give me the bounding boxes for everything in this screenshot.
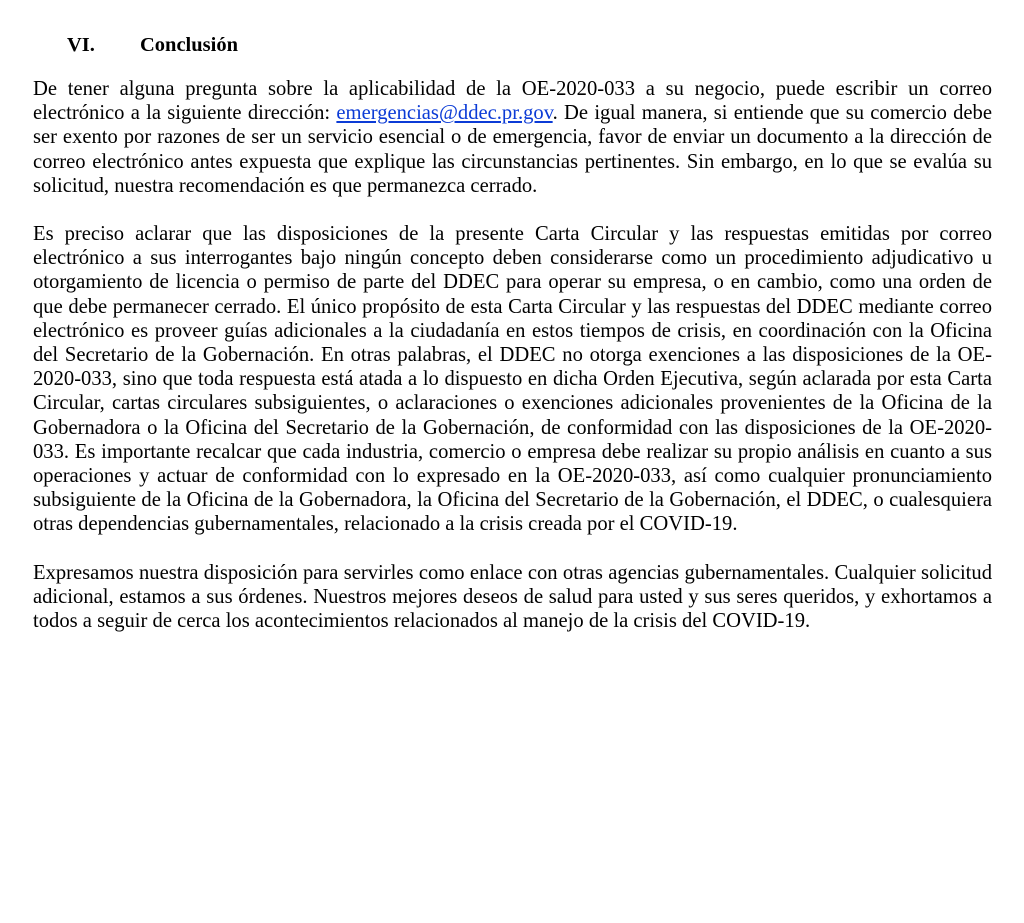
paragraph-contact	[33, 77, 992, 198]
paragraph-contact-text-before: De tener alguna pregunta sobre la aplicabilidad de la OE-2020-033 a su negocio, puede escribir un correo electrónico a la siguiente dirección:	[33, 78, 992, 125]
section-number: VI.	[67, 34, 95, 56]
paragraph-clarification: Es preciso aclarar que las disposiciones de la presente Carta Circular y las respuestas emitidas por correo electrónico a sus interrogantes bajo ningún concepto deben considerarse como un procedimiento adjudicativo u otorgamiento de licencia o permiso de parte del DDEC para operar su empresa, o en cambio, como una orden de que debe permanecer cerrado. El único propósito de esta Carta Circular y las respuestas del DDEC mediante correo electrónico es proveer guías adicionales a la ciudadanía en estos tiempos de crisis, en coordinación con la Oficina del Secretario de la Gobernación. En otras palabras, el DDEC no otorga exenciones a las disposiciones de la OE-2020-033, sino que toda respuesta está atada a lo dispuesto en dicha Orden Ejecutiva, según aclarada por esta Carta Circular, cartas circulares subsiguientes, o aclaraciones o exenciones adicionales provenientes de la Oficina de la Gobernadora o la Oficina del Secretario de la Gobernación, de conformidad con las disposiciones de la OE-2020-033. Es importante recalcar que cada industria, comercio o empresa debe realizar su propio análisis en cuanto a sus operaciones y actuar de conformidad con lo expresado en la OE-2020-033, así como cualquier pronunciamiento subsiguiente de la Oficina de la Gobernadora, la Oficina del Secretario de la Gobernación, el DDEC, o cualesquiera otras dependencias gubernamentales, relacionado a la crisis creada por el COVID-19.	[33, 223, 992, 536]
paragraph-closing: Expresamos nuestra disposición para servirles como enlace con otras agencias gubernamentales. Cualquier solicitud adicional, estamos a sus órdenes. Nuestros mejores deseos de salud para usted y sus seres queridos, y exhortamos a todos a seguir de cerca los acontecimientos relacionados al manejo de la crisis del COVID-19.	[33, 561, 992, 633]
email-link[interactable]: emergencias@ddec.pr.gov	[336, 102, 553, 125]
section-heading	[33, 31, 992, 59]
section-title: Conclusión	[140, 34, 238, 56]
paragraph-contact-text-after: . De igual manera, si entiende que su comercio debe ser exento por razones de ser un servicio esencial o de emergencia, favor de enviar un documento a la dirección de correo electrónico antes expuesta que explique las circunstancias pertinentes. Sin embargo, en lo que se evalúa su solicitud, nuestra recomendación es que permanezca cerrado.	[33, 102, 992, 197]
